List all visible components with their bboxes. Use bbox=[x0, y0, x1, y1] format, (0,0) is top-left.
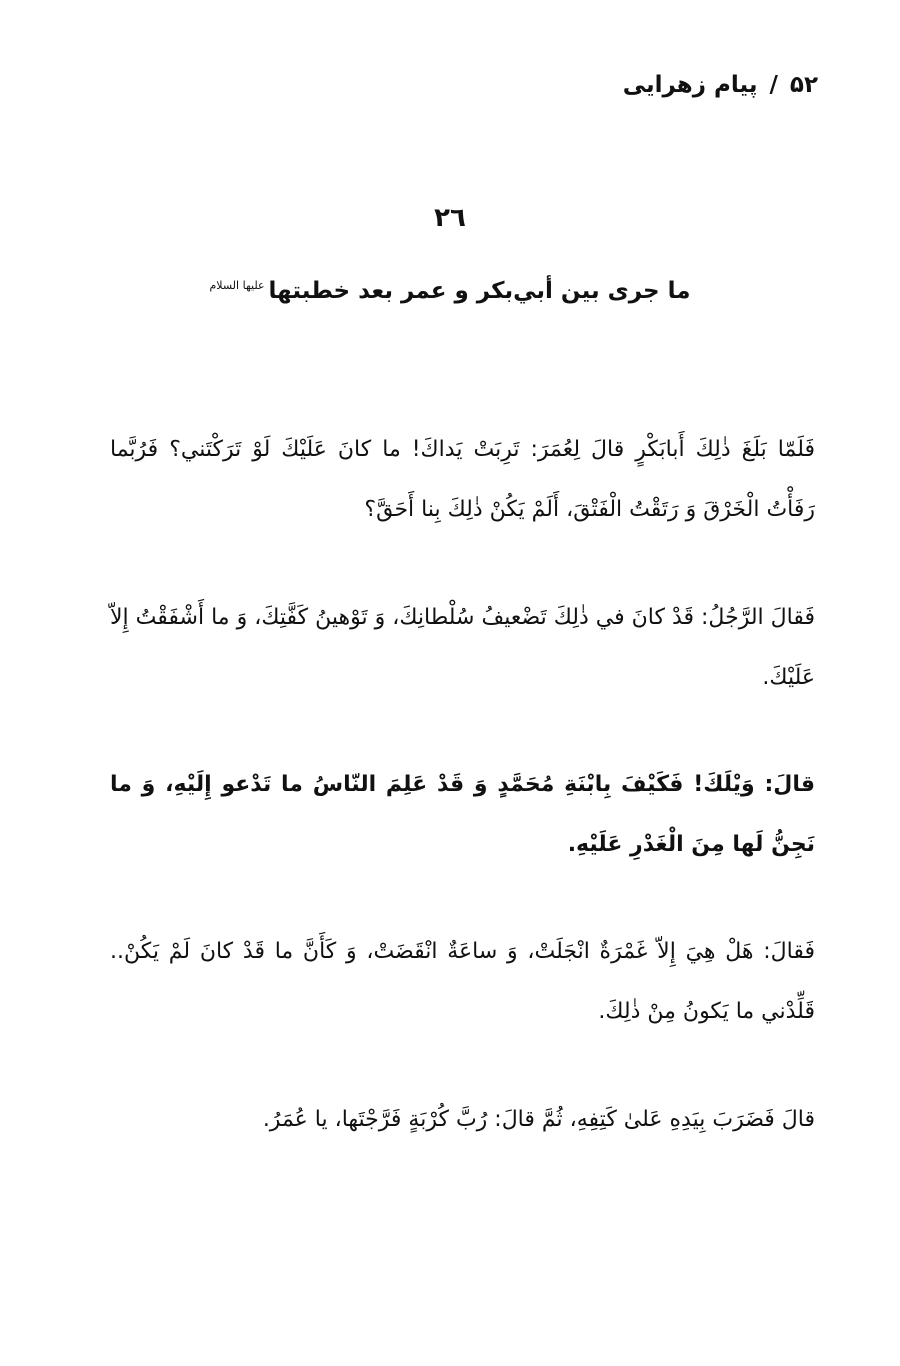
honorific-mark: عليها السلام bbox=[209, 279, 265, 293]
paragraph-4: فَقالَ: هَلْ هِيَ إِلاّ غَمْرَةٌ انْجَلَتْ، وَ ساعَةٌ انْقَضَتْ، وَ كَأَنَّ ما قَدْ كانَ لَمْ يَكُنْ.. قَلِّدْني ما يَكونُ مِنْ ذٰلِكَ. bbox=[110, 939, 815, 1024]
section-title bbox=[60, 278, 840, 304]
paragraph-5: قالَ فَضَرَبَ بِيَدِهِ عَلىٰ كَتِفِهِ، ثُمَّ قالَ: رُبَّ كُرْبَةٍ فَرَّجْتَها، يا عُمَرُ. bbox=[262, 1107, 815, 1132]
paragraph-1: فَلَمّا بَلَغَ ذٰلِكَ أَبابَكْرٍ قالَ لِعُمَرَ: تَرِبَتْ يَداكَ! ما كانَ عَلَيْكَ لَوْ تَرَكْتَني؟ فَرُبَّما رَفَأْتُ الْخَرْقَ وَ رَتَقْتُ الْفَتْقَ، أَلَمْ يَكُنْ ذٰلِكَ بِنا أَحَقَّ؟ bbox=[110, 437, 815, 522]
paragraph-3: قالَ: وَيْلَكَ! فَكَيْفَ بِابْنَةِ مُحَمَّدٍ وَ قَدْ عَلِمَ النّاسُ ما تَدْعو إِلَيْهِ، وَ ما نَجِنُّ لَها مِنَ الْغَدْرِ عَلَيْهِ. bbox=[110, 772, 815, 857]
header-separator: / bbox=[769, 72, 778, 98]
paragraph-2: فَقالَ الرَّجُلُ: قَدْ كانَ في ذٰلِكَ تَضْعيفُ سُلْطانِكَ، وَ تَوْهينُ كَفَّتِكَ، وَ ما أَشْفَقْتُ إِلاّ عَلَيْكَ. bbox=[110, 605, 815, 690]
section-number: ۲٦ bbox=[434, 203, 466, 233]
book-title: پیام زهرایی bbox=[622, 72, 758, 98]
section-title-text: ما جرى بين أبي‌بكر و عمر بعد خطبتها bbox=[268, 278, 691, 304]
running-header bbox=[623, 72, 818, 98]
page-number: ۵۲ bbox=[789, 72, 818, 98]
